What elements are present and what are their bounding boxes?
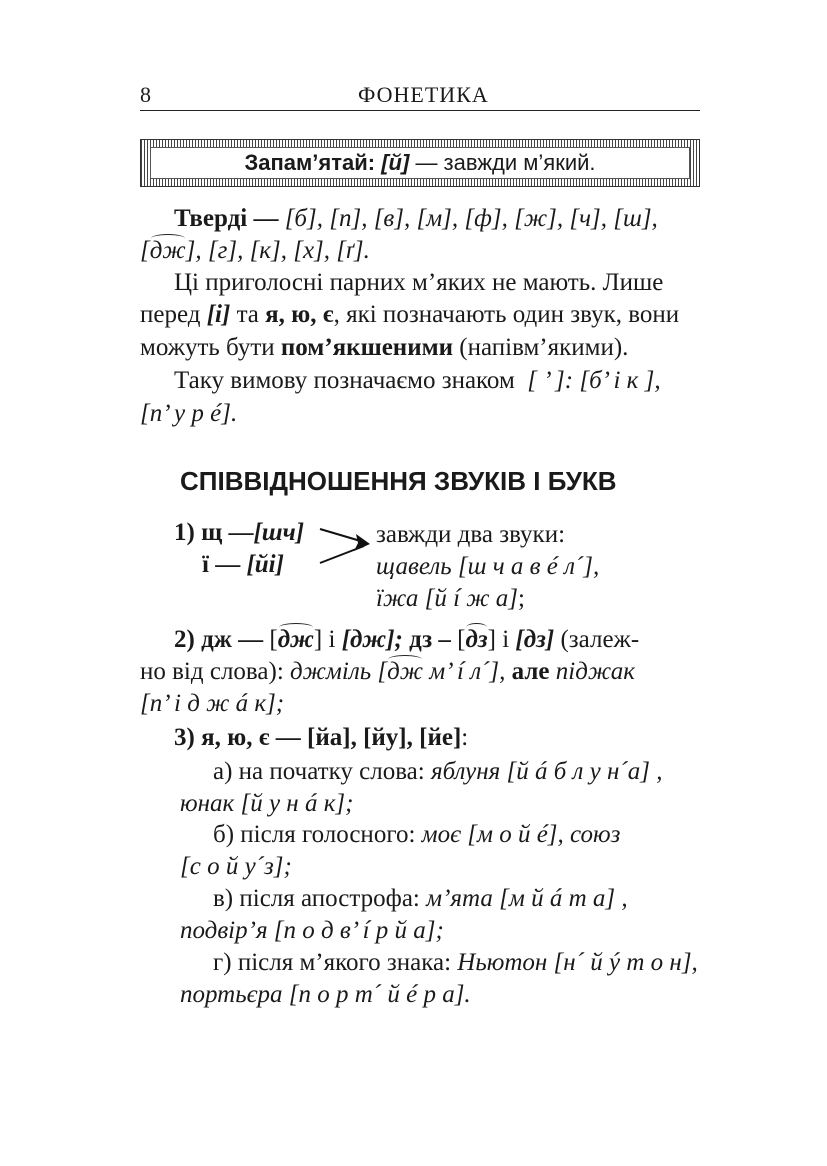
rule1-transcription: [й í ж а]	[424, 585, 519, 612]
rule3-head	[174, 723, 468, 753]
para2-bold-term: пом’якшеними	[280, 334, 454, 361]
para2-line-3	[140, 333, 628, 363]
notice-symbol: [й]	[381, 150, 410, 175]
para2-line-1: Ці приголосні парних м’яких не мають. Лише	[174, 269, 664, 296]
rule1-number: 1)	[174, 519, 195, 546]
rule3-example: моє [м о й é], союз	[421, 821, 621, 848]
section-title: СПІВВІДНОШЕННЯ ЗВУКІВ І БУКВ	[180, 466, 617, 496]
rule3-head-text: 3) я, ю, є — [йа], [йу], [йе]	[174, 724, 462, 751]
rule2-word: піджак	[555, 658, 635, 685]
para3-line-1	[174, 366, 661, 396]
para3-line-2: [п’ у р é].	[140, 400, 238, 427]
rule2-text: (залеж-	[560, 626, 640, 653]
rule2-bracket: [	[377, 658, 388, 685]
rule3-d-line-2: портьєра [п о р т´ й é р а].	[180, 981, 471, 1008]
rule1-line-1	[174, 518, 304, 548]
rule3-case: а) на початку слова:	[213, 758, 425, 785]
hard-line-2: [дж], [г], [к], [х], [ґ].	[140, 237, 370, 264]
ligature-dzh: дж	[149, 237, 186, 264]
rule1-sound: [шч]	[253, 519, 305, 546]
rule1-dash: —	[228, 519, 254, 546]
rule2-head: 2) дж —	[174, 626, 264, 653]
rule2-conj: і	[502, 626, 510, 653]
rule3-a-line-2: юнак [й у н á к];	[180, 790, 354, 817]
running-header: ФОНЕТИКА	[358, 82, 489, 107]
para2-vowels: я, ю, є	[265, 301, 334, 328]
rule1-letter: ї	[202, 551, 209, 578]
rule3-example: яблуня [й á б л у н´а] ,	[430, 758, 663, 785]
rule2-but: але	[511, 658, 550, 685]
rule2-line-3: [п’ і д ж á к];	[140, 690, 285, 717]
converging-arrows-icon	[318, 515, 378, 575]
rule3-example: м’ята [м й á т а] ,	[426, 885, 628, 912]
hard-line-1	[174, 204, 658, 234]
rule1-sound: [йі]	[246, 551, 284, 578]
rule2-head: дз –	[409, 626, 451, 653]
rule3-a-line-1	[213, 757, 663, 787]
header-rule	[140, 110, 700, 111]
rule3-case: в) після апострофа:	[213, 885, 420, 912]
rule1-example-2	[376, 584, 525, 614]
soft-mark: [ ’ ]:	[527, 367, 574, 394]
notice-label: Запам’ятай:	[244, 150, 376, 175]
rule1-text: завжди два звуки:	[376, 521, 566, 548]
para2-symbol-i: [і]	[206, 301, 231, 328]
rule2-transcription: м’ í л´],	[429, 658, 506, 685]
rule3-d-line-1	[213, 948, 698, 978]
rule3-b-line-1	[213, 820, 620, 850]
para3-example: [б’ і к ],	[579, 367, 661, 394]
rule2-line-1: 2) дж — [дж] і [дж]; дз – [дз] і [дз] (залеж-	[174, 626, 640, 653]
rule2-word: джміль	[290, 658, 372, 685]
rule1-example-1: щавель [ш ч а в é л´],	[376, 553, 600, 580]
rule1-word: їжа	[376, 585, 419, 612]
page-number: 8	[140, 82, 151, 107]
rule2-sound: [дз]	[515, 626, 555, 653]
para2-text: та	[236, 301, 259, 328]
rule3-colon: :	[461, 724, 469, 751]
para2-text: (напівм’якими).	[459, 334, 629, 361]
notice-text	[150, 147, 690, 179]
rule2-text: но від слова):	[140, 658, 284, 685]
rule1-letter: щ	[201, 519, 223, 546]
ligature-dz: дз	[465, 626, 488, 653]
rule1-dash: —	[215, 551, 241, 578]
rule1-punct: ;	[518, 585, 525, 612]
para2-line-2	[140, 300, 679, 330]
rule3-c-line-2: подвір’я [п о д в’ í р й а];	[180, 917, 444, 944]
hard-term: Тверді —	[174, 205, 279, 232]
notice-box	[140, 139, 700, 187]
para2-text: можуть бути	[140, 334, 275, 361]
para2-text: перед	[140, 301, 201, 328]
ligature-dzh: дж	[277, 626, 314, 653]
ligature-dzh: дж	[387, 658, 423, 685]
notice-body: — завжди м’який.	[415, 150, 596, 175]
hard-list-1: [б], [п], [в], [м], [ф], [ж], [ч], [ш],	[284, 205, 658, 232]
rule3-c-line-1	[213, 884, 628, 914]
rule3-b-line-2: [с о й у´з];	[180, 853, 292, 880]
rule2-conj: і	[328, 626, 336, 653]
rule3-example: Ньютон [н´ й ý т о н],	[457, 949, 698, 976]
rule2-line-2	[140, 657, 635, 687]
rule3-case: г) після м’якого знака:	[213, 949, 452, 976]
rule1-line-2	[202, 550, 284, 580]
para2-text: , які позначають один звук, вони	[333, 301, 680, 328]
rule3-case: б) після голосного:	[213, 821, 416, 848]
para3-text: Таку вимову позначаємо знаком	[174, 367, 515, 394]
rule2-sound: [дж];	[341, 626, 403, 653]
hard-list-2: ], [г], [к], [х], [ґ].	[185, 237, 370, 264]
